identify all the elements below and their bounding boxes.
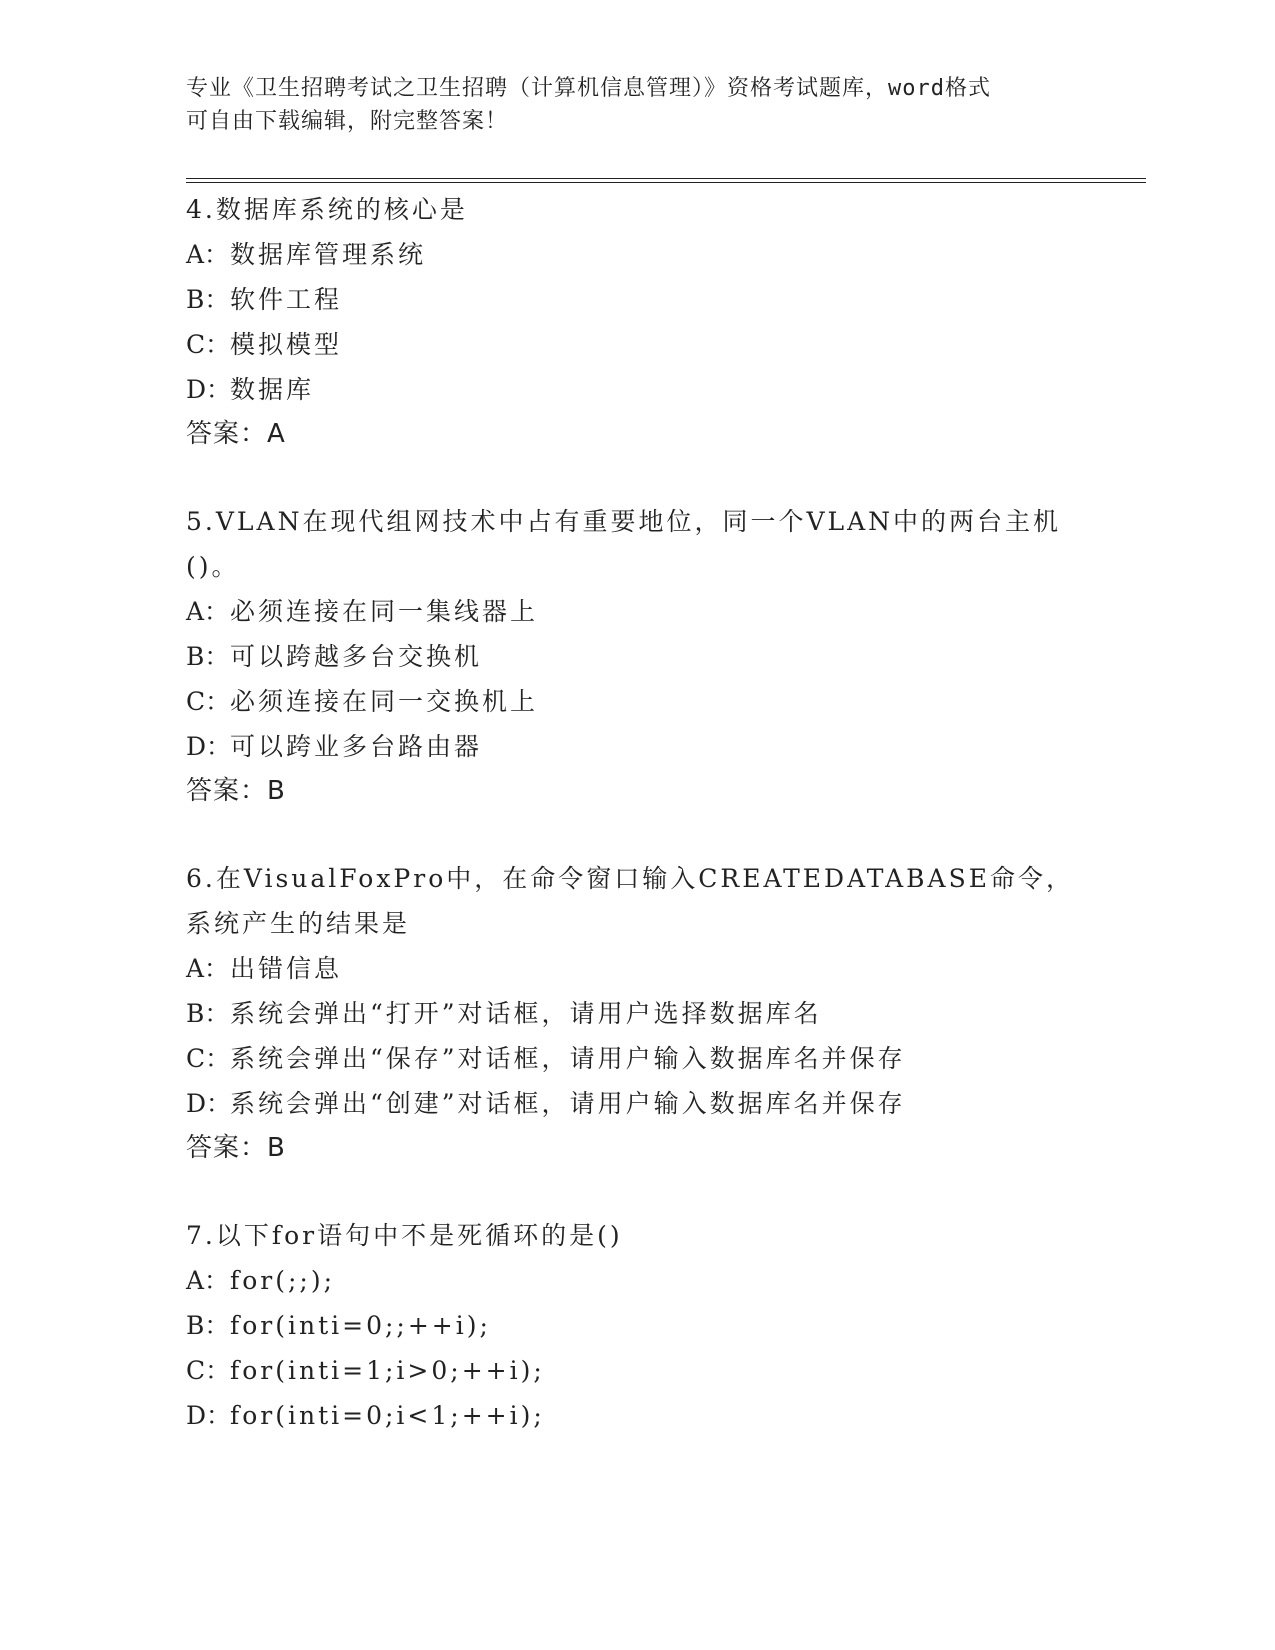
option-d — [186, 1081, 1086, 1126]
option-key: B： — [186, 1311, 230, 1340]
option-key: C： — [186, 1356, 231, 1385]
option-key: D： — [186, 732, 232, 761]
document-header — [186, 72, 1086, 138]
option-text: 出错信息 — [230, 954, 343, 983]
question-stem: 5.VLAN在现代组网技术中占有重要地位，同一个VLAN中的两台主机()。 — [186, 507, 1062, 581]
option-key: D： — [186, 375, 232, 404]
question-stem: 6.在VisualFoxPro中，在命令窗口输入CREATEDATABASE命令，系统产生的结果是 — [186, 864, 1074, 938]
option-key: B： — [186, 285, 230, 314]
question-5 — [186, 499, 1086, 814]
option-text: 系统会弹出“打开”对话框，请用户选择数据库名 — [230, 999, 822, 1028]
question-4 — [186, 187, 1086, 457]
option-c — [186, 679, 1086, 724]
header-line-2: 可自由下载编辑，附完整答案！ — [186, 109, 509, 134]
option-key: B： — [186, 999, 230, 1028]
question-stem: 7.以下for语句中不是死循环的是() — [186, 1221, 623, 1250]
option-a — [186, 589, 1086, 634]
option-key: C： — [186, 330, 231, 359]
answer-label: 答案：B — [186, 776, 286, 806]
option-b — [186, 991, 1086, 1036]
option-b — [186, 277, 1086, 322]
question-6 — [186, 856, 1086, 1171]
option-key: A： — [186, 240, 230, 269]
option-key: A： — [186, 597, 230, 626]
option-text: for(inti=0;i<1;++i); — [230, 1401, 545, 1430]
answer-label: 答案：A — [186, 419, 286, 449]
option-key: D： — [186, 1401, 232, 1430]
option-c — [186, 322, 1086, 367]
option-key: C： — [186, 687, 231, 716]
option-d — [186, 367, 1086, 412]
option-text: for(inti=1;i>0;++i); — [230, 1356, 545, 1385]
option-a — [186, 946, 1086, 991]
question-7 — [186, 1213, 1086, 1438]
header-divider-bottom — [186, 182, 1146, 183]
question-list — [186, 187, 1086, 1480]
option-a — [186, 232, 1086, 277]
option-key: A： — [186, 954, 230, 983]
option-text: 数据库 — [230, 375, 315, 404]
option-a — [186, 1258, 1086, 1303]
option-key: B： — [186, 642, 230, 671]
option-text: 系统会弹出“保存”对话框，请用户输入数据库名并保存 — [230, 1044, 906, 1073]
option-text: 数据库管理系统 — [230, 240, 427, 269]
option-text: 必须连接在同一交换机上 — [230, 687, 539, 716]
option-text: 系统会弹出“创建”对话框，请用户输入数据库名并保存 — [230, 1089, 906, 1118]
option-b — [186, 1303, 1086, 1348]
header-line-1: 专业《卫生招聘考试之卫生招聘（计算机信息管理）》资格考试题库，word格式 — [186, 76, 991, 101]
option-c — [186, 1348, 1086, 1393]
answer-label: 答案：B — [186, 1133, 286, 1163]
option-d — [186, 724, 1086, 769]
option-text: for(;;); — [230, 1266, 336, 1295]
option-key: D： — [186, 1089, 232, 1118]
option-key: C： — [186, 1044, 231, 1073]
question-stem: 4.数据库系统的核心是 — [186, 195, 468, 224]
option-d — [186, 1393, 1086, 1438]
option-text: 可以跨越多台交换机 — [230, 642, 483, 671]
option-text: 模拟模型 — [230, 330, 343, 359]
option-b — [186, 634, 1086, 679]
option-text: for(inti=0;;++i); — [230, 1311, 491, 1340]
option-text: 可以跨业多台路由器 — [230, 732, 483, 761]
option-key: A： — [186, 1266, 230, 1295]
header-divider-top — [186, 178, 1146, 179]
option-text: 必须连接在同一集线器上 — [230, 597, 539, 626]
option-text: 软件工程 — [230, 285, 343, 314]
option-c — [186, 1036, 1086, 1081]
